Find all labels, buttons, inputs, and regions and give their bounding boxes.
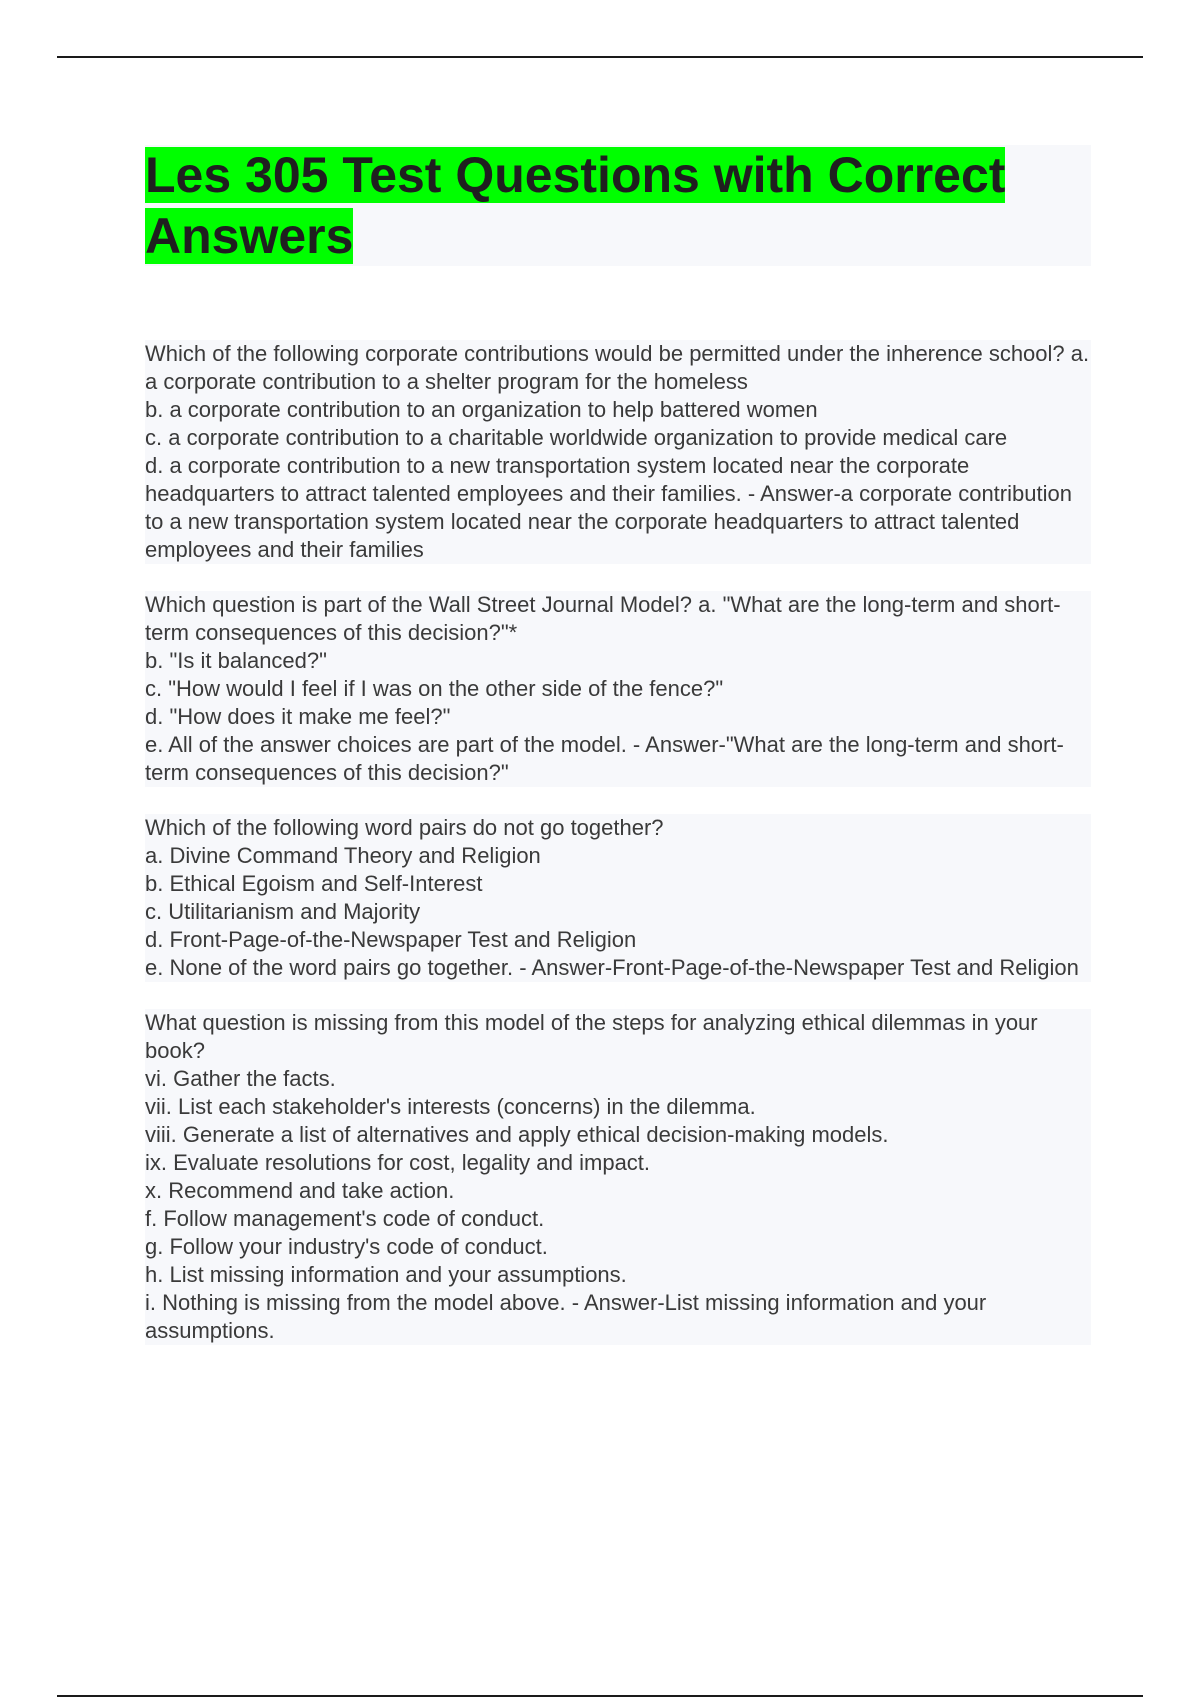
bottom-rule	[57, 1695, 1143, 1697]
document-body	[145, 340, 1091, 1372]
question-4-step-x: x. Recommend and take action.	[145, 1178, 455, 1203]
question-4-step-vi: vi. Gather the facts.	[145, 1066, 336, 1091]
title-highlight: Les 305 Test Questions with Correct Answers	[145, 147, 1006, 264]
document-title	[145, 145, 1091, 267]
question-4-text: What question is missing from this model of the steps for analyzing ethical dilemmas in your book?	[145, 1010, 1038, 1063]
question-block-1	[145, 340, 1091, 564]
question-4-step-viii: viii. Generate a list of alternatives and apply ethical decision-making models.	[145, 1122, 889, 1147]
question-1-option-d-answer: d. a corporate contribution to a new transportation system located near the corporate headquarters to attract talented employees and their families. - Answer-a corporate contribution to a new transportation system located near the corporate headquarters to attract talented employees and their families	[145, 453, 1072, 562]
question-3-option-d: d. Front-Page-of-the-Newspaper Test and Religion	[145, 927, 637, 952]
question-1-option-b: b. a corporate contribution to an organization to help battered women	[145, 397, 818, 422]
question-3-option-b: b. Ethical Egoism and Self-Interest	[145, 871, 483, 896]
question-2-option-b: b. "Is it balanced?"	[145, 648, 327, 673]
question-4-option-g: g. Follow your industry's code of conduct.	[145, 1234, 548, 1259]
question-1-option-c: c. a corporate contribution to a charitable worldwide organization to provide medical care	[145, 425, 1008, 450]
question-3-option-c: c. Utilitarianism and Majority	[145, 899, 421, 924]
question-2-text: Which question is part of the Wall Street Journal Model? a. "What are the long-term and short-term consequences of this decision?"*	[145, 592, 1061, 645]
question-2-option-c: c. "How would I feel if I was on the other side of the fence?"	[145, 676, 724, 701]
question-4-step-vii: vii. List each stakeholder's interests (concerns) in the dilemma.	[145, 1094, 756, 1119]
question-1-text: Which of the following corporate contributions would be permitted under the inherence school? a. a corporate contribution to a shelter program for the homeless	[145, 341, 1090, 394]
question-block-2	[145, 591, 1091, 787]
top-rule	[57, 56, 1143, 58]
question-block-4	[145, 1009, 1091, 1345]
question-4-option-i-answer: i. Nothing is missing from the model above. - Answer-List missing information and your assumptions.	[145, 1290, 987, 1343]
question-block-3	[145, 814, 1091, 982]
question-2-option-e-answer: e. All of the answer choices are part of the model. - Answer-"What are the long-term and short-term consequences of this decision?"	[145, 732, 1064, 785]
question-4-option-f: f. Follow management's code of conduct.	[145, 1206, 545, 1231]
title-block	[145, 145, 1091, 266]
question-3-option-a: a. Divine Command Theory and Religion	[145, 843, 541, 868]
question-4-option-h: h. List missing information and your assumptions.	[145, 1262, 627, 1287]
question-4-step-ix: ix. Evaluate resolutions for cost, legality and impact.	[145, 1150, 651, 1175]
question-3-text: Which of the following word pairs do not go together?	[145, 815, 664, 840]
question-2-option-d: d. "How does it make me feel?"	[145, 704, 451, 729]
question-3-option-e-answer: e. None of the word pairs go together. - Answer-Front-Page-of-the-Newspaper Test and Religion	[145, 955, 1079, 980]
